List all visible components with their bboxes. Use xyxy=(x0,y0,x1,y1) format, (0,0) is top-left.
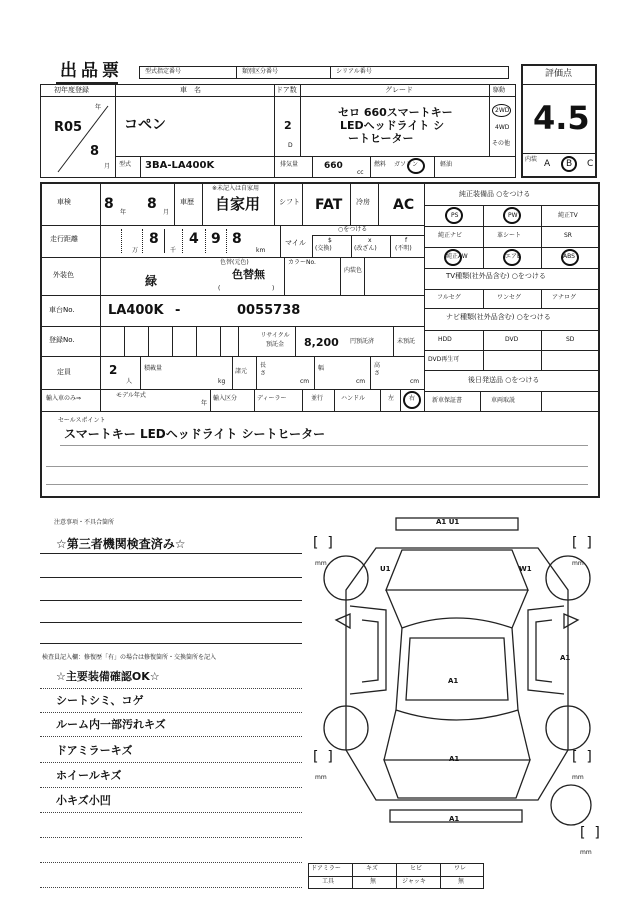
man-unit: 万 xyxy=(132,247,139,254)
caution-label: 注意事項・不具合箇所 xyxy=(54,519,115,526)
door-count: 2 xyxy=(284,119,292,132)
recycle-amount: 8,200 xyxy=(304,336,339,349)
note-line-3: ルーム内一部汚れキズ xyxy=(56,718,166,731)
equip-leather: 革シート xyxy=(497,232,522,239)
interior-b-circle xyxy=(561,156,577,172)
evaluation-label: 評価点 xyxy=(545,69,573,79)
kg-unit: kg xyxy=(218,378,226,385)
sales-point-text: スマートキー LEDヘッドライト シートヒーター xyxy=(64,427,326,441)
inspection-month-unit: 月 xyxy=(163,209,170,216)
tv-fullseg: フルセグ xyxy=(437,294,461,301)
fuel-label: 燃料 xyxy=(374,161,387,168)
ac-value: AC xyxy=(393,197,415,213)
parallel-label: 並行 xyxy=(311,395,324,402)
legend-jack: ジャッキ xyxy=(402,878,426,885)
inspector-label: 検査員記入欄：修復歴「有」の場合は修復箇所・交換箇所を記入 xyxy=(42,654,217,661)
chassis-number: 0055738 xyxy=(237,303,301,318)
year-unit: 年 xyxy=(95,104,102,111)
unknown-label: (不明) xyxy=(395,245,412,252)
mark-left-front: U1 xyxy=(380,565,391,573)
mileage-digit-4: 8 xyxy=(149,231,159,247)
drive-2wd-circle xyxy=(492,104,511,117)
legend-mirror: ドアミラー xyxy=(311,865,341,872)
deposited-label: 円預託済 xyxy=(350,338,375,345)
chassis-dash: - xyxy=(175,303,181,318)
displacement-label: 排気量 xyxy=(280,161,299,168)
grade-line-1: セロ 660スマートキー xyxy=(338,106,453,119)
circle-one-label: ○をつける xyxy=(338,226,368,233)
navi-dvd: DVD xyxy=(505,336,519,343)
class-number-label: 類別区分番号 xyxy=(242,68,279,75)
mm-front-left: mm xyxy=(315,560,327,567)
caution-text: ☆第三者機関検査済み☆ xyxy=(56,537,186,551)
equip-abs: ABS xyxy=(563,253,575,260)
mileage-digit-5: 4 xyxy=(189,231,199,247)
fuel-gasoline: ガソリン xyxy=(394,161,419,168)
exterior-color-label: 外装色 xyxy=(53,271,74,279)
mile-label: マイル xyxy=(285,239,306,247)
not-deposited-label: 未預託 xyxy=(397,338,416,345)
doors-label: ドア数 xyxy=(276,86,297,94)
equip-abs-circle xyxy=(561,249,579,266)
equip-airbag: エアB xyxy=(505,253,522,260)
registration-codes-row xyxy=(139,66,509,79)
width-label: 幅 xyxy=(318,365,325,372)
type-designation-label: 型式指定番号 xyxy=(145,68,182,75)
interior-grade-a: A xyxy=(544,159,551,169)
d-mark: D xyxy=(288,142,293,149)
color-change-label: 色替(元色) xyxy=(220,259,249,266)
chassis-no-label: 車台No. xyxy=(49,306,75,314)
mileage-label: 走行距離 xyxy=(50,235,78,243)
mark-rear-center: A1 xyxy=(449,755,460,763)
load-label: 積載量 xyxy=(144,365,163,372)
navi-hdd: HDD xyxy=(438,336,452,343)
equip-sr: SR xyxy=(564,232,572,239)
handle-label: ハンドル xyxy=(341,395,366,402)
import-class-label: 輸入区分 xyxy=(213,395,238,402)
equip-aw-circle xyxy=(444,249,462,266)
history-label: 車歴 xyxy=(180,198,194,206)
chassis-prefix: LA400K xyxy=(108,303,164,318)
car-damage-diagram xyxy=(306,510,606,862)
legend-break: ワレ xyxy=(454,865,467,872)
tv-analog: アナログ xyxy=(552,294,577,301)
capacity-value: 2 xyxy=(109,363,118,377)
sales-point-label: セールスポイント xyxy=(58,417,106,424)
km-unit: km xyxy=(256,247,266,254)
interior-label: 内装 xyxy=(525,156,538,163)
genuine-title: 純正装備品 ○をつける xyxy=(459,190,531,198)
equip-ps-circle xyxy=(445,207,463,224)
legend-jack-value: 無 xyxy=(458,878,465,885)
right-handle-circle xyxy=(403,391,421,409)
serial-number-label: シリアル番号 xyxy=(336,68,372,75)
model-code: 3BA-LA400K xyxy=(145,160,215,171)
mm-spare: mm xyxy=(580,849,592,856)
shift-value: FAT xyxy=(315,197,343,213)
tampered-label: (改ざん) xyxy=(354,245,377,252)
drive-label: 駆動 xyxy=(493,87,506,94)
width-cm: cm xyxy=(356,378,366,385)
note-line-6: 小キズ小凹 xyxy=(56,794,111,807)
mark-x: x xyxy=(368,237,372,244)
dealer-label: ディーラー xyxy=(257,395,287,402)
length-cm: cm xyxy=(300,378,310,385)
registration-year: R05 xyxy=(54,120,83,135)
equip-tv: 純正TV xyxy=(558,212,578,219)
recycle-label: リサイクル預託金 xyxy=(260,332,290,348)
fuel-circle xyxy=(407,158,425,174)
inspection-year: 8 xyxy=(104,196,114,212)
displacement-value: 660 xyxy=(324,161,343,171)
color-no-label: カラーNo. xyxy=(288,259,316,266)
model-year-label: モデル年式 xyxy=(116,392,146,399)
evaluation-score: 4.5 xyxy=(533,99,590,137)
registration-month: 8 xyxy=(90,144,100,159)
history-value: 自家用 xyxy=(215,195,261,213)
grade-line-2: LEDヘッドライト シ xyxy=(340,119,445,132)
interior-color-label: 内装色 xyxy=(344,267,363,274)
left-label: 左 xyxy=(388,395,395,402)
exchanged-label: (交換) xyxy=(315,245,332,252)
legend-scratch: キズ xyxy=(366,865,378,872)
note-line-2: シートシミ、コゲ xyxy=(56,694,144,707)
inspection-year-unit: 年 xyxy=(120,209,127,216)
model-type-label: 型式 xyxy=(119,161,132,168)
tv-oneseg: ワンセグ xyxy=(497,294,522,301)
mark-center: A1 xyxy=(448,677,459,685)
mm-rear-right: mm xyxy=(572,774,584,781)
form-title: 出品票 xyxy=(60,61,123,81)
mileage-digit-7: 8 xyxy=(232,231,242,247)
drive-4wd: 4WD xyxy=(495,124,510,131)
right-label: 右 xyxy=(409,395,416,402)
legend-tools: 工具 xyxy=(322,878,335,885)
capacity-label: 定員 xyxy=(57,368,71,376)
car-name: コペン xyxy=(124,117,166,133)
navi-sd: SD xyxy=(566,336,575,343)
inspection-label: 車検 xyxy=(57,198,71,206)
navi-title: ナビ種類(社外品含む) ○をつける xyxy=(446,313,551,321)
note-line-1: ☆主要装備確認OK☆ xyxy=(56,670,160,683)
color-change-value: 色替無 xyxy=(232,268,265,281)
drive-2wd: 2WD xyxy=(495,107,510,114)
shift-label: シフト xyxy=(279,198,300,206)
car-name-label: 車 名 xyxy=(180,86,201,94)
grade-line-3: ートヒーター xyxy=(348,132,414,145)
tv-title: TV種類(社外品含む) ○をつける xyxy=(446,272,546,280)
grade-label: グレード xyxy=(385,86,413,94)
interior-grade-b: B xyxy=(566,159,573,169)
equip-pw: PW xyxy=(508,212,518,219)
mark-f: f xyxy=(405,237,408,244)
exterior-color-value: 緑 xyxy=(145,274,158,288)
equip-navi: 純正ナビ xyxy=(438,232,463,239)
inspection-month: 8 xyxy=(147,196,157,212)
dimensions-label: 諸元 xyxy=(235,368,248,375)
cc-unit: cc xyxy=(357,169,364,176)
later-warranty: 新車保証書 xyxy=(432,397,463,404)
mark-right-front: W1 xyxy=(519,565,532,573)
dvd-playback-label: DVD再生可 xyxy=(428,356,460,363)
persons-unit: 人 xyxy=(126,378,133,385)
note-line-5: ホイールキズ xyxy=(56,769,122,782)
equip-ps: PS xyxy=(451,212,459,219)
later-title: 後日発送品 ○をつける xyxy=(468,376,540,384)
mileage-digit-6: 9 xyxy=(211,231,221,247)
mark-front-top: A1 U1 xyxy=(436,518,460,526)
sen-unit: 千 xyxy=(170,247,177,254)
note-line-4: ドアミラーキズ xyxy=(56,744,133,757)
first-registration-label: 初年度登録 xyxy=(54,86,89,94)
equip-aw: 純正AW xyxy=(446,253,468,260)
legend-crack: ヒビ xyxy=(410,865,423,872)
mark-rear: A1 xyxy=(449,815,460,823)
import-only-label: 輸入車のみ⇒ xyxy=(46,395,82,402)
equip-pw-circle xyxy=(503,207,521,224)
light-oil-label: 軽油 xyxy=(440,161,453,168)
mark-s: $ xyxy=(328,237,332,244)
length-label: 長さ xyxy=(260,362,267,377)
mm-front-right: mm xyxy=(572,560,584,567)
height-cm: cm xyxy=(410,378,420,385)
model-year-unit: 年 xyxy=(201,400,208,407)
unregistered-note: ※未記入は自家用 xyxy=(212,185,260,192)
mm-rear-left: mm xyxy=(315,774,327,781)
reg-no-label: 登録No. xyxy=(49,336,75,344)
mark-right-side: A1 xyxy=(560,654,571,662)
ac-label: 冷房 xyxy=(356,198,370,206)
later-manual: 車両取説 xyxy=(491,397,516,404)
height-label: 高さ xyxy=(374,362,381,377)
interior-grade-c: C xyxy=(587,159,594,169)
drive-other: その他 xyxy=(492,140,511,147)
month-unit: 月 xyxy=(104,163,111,170)
equip-airbag-circle xyxy=(503,249,521,266)
legend-tools-value: 無 xyxy=(370,878,377,885)
